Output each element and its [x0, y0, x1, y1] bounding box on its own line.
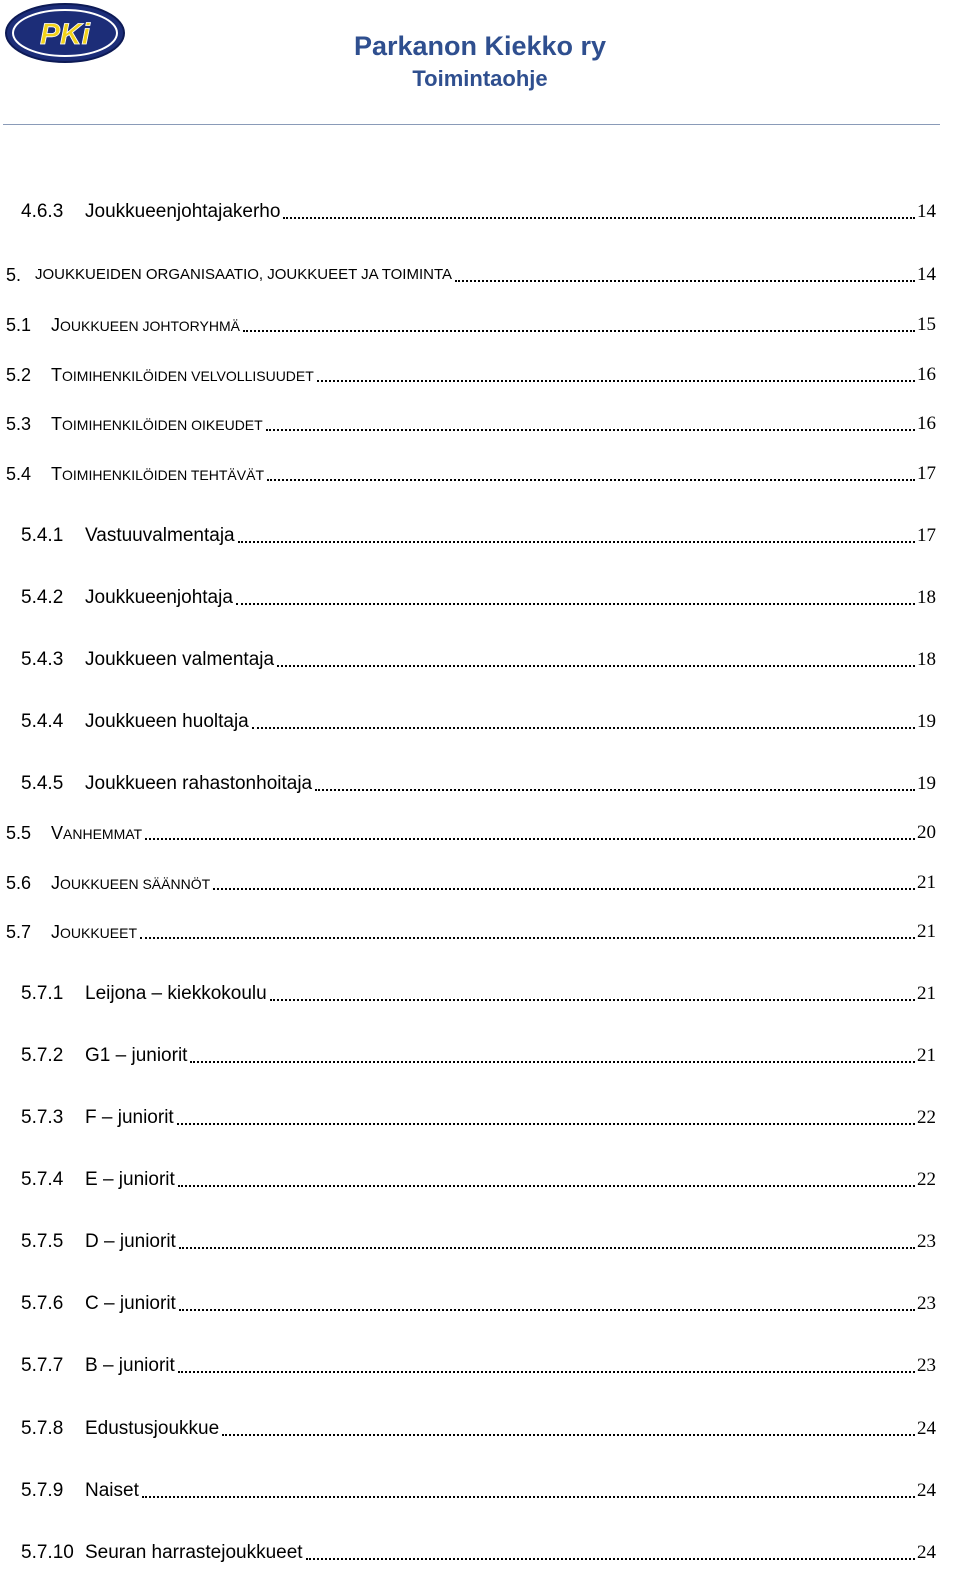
toc-entry-page-number: 16	[917, 413, 936, 434]
toc-entry[interactable]	[0, 1353, 960, 1379]
toc-entry-title: G1 – juniorit	[85, 1045, 188, 1066]
toc-entry[interactable]	[0, 1043, 960, 1069]
toc-dot-leader	[306, 1558, 915, 1560]
toc-dot-leader	[178, 1371, 915, 1373]
toc-entry-number: 5.7.8	[21, 1418, 64, 1439]
toc-entry-title-initial: V	[51, 823, 64, 843]
toc-entry-title-initial: T	[51, 414, 62, 434]
toc-entry-number: 5.7.7	[21, 1355, 64, 1376]
toc-entry-title: B – juniorit	[85, 1355, 175, 1376]
toc-entry[interactable]	[0, 362, 960, 388]
toc-entry-page-number: 18	[917, 649, 936, 670]
toc-entry[interactable]	[0, 870, 960, 896]
toc-entry-title	[51, 820, 142, 847]
toc-entry[interactable]	[0, 262, 960, 288]
toc-entry[interactable]	[0, 981, 960, 1007]
toc-dot-leader	[315, 789, 915, 791]
toc-entry-number: 5.4.4	[21, 711, 64, 732]
toc-entry-number: 5.	[6, 265, 22, 285]
toc-entry-number: 5.7	[6, 922, 32, 942]
toc-dot-leader	[455, 280, 915, 282]
toc-dot-leader	[145, 838, 915, 840]
toc-entry-number: 4.6.3	[21, 201, 64, 222]
toc-entry-title	[51, 362, 314, 389]
toc-entry-title: E – juniorit	[85, 1169, 175, 1190]
toc-entry[interactable]	[0, 411, 960, 437]
toc-entry-number: 5.7.2	[21, 1045, 64, 1066]
toc-entry-title-initial: T	[51, 365, 62, 385]
toc-dot-leader	[190, 1061, 915, 1063]
toc-dot-leader	[283, 217, 915, 219]
toc-entry-page-number: 23	[917, 1231, 936, 1252]
toc-dot-leader	[267, 479, 915, 481]
toc-entry[interactable]	[0, 1167, 960, 1193]
toc-entry[interactable]	[0, 1105, 960, 1131]
toc-entry-title-initial: J	[51, 922, 60, 942]
page-subtitle: Toimintaohje	[412, 66, 548, 91]
toc-entry-page-number: 19	[917, 773, 936, 794]
toc-entry-number: 5.6	[6, 873, 32, 893]
toc-entry-title	[51, 312, 240, 339]
logo-lettering: PKi	[39, 18, 91, 51]
toc-entry[interactable]	[0, 1540, 960, 1566]
toc-entry-title: F – juniorit	[85, 1107, 174, 1128]
toc-entry-number: 5.5	[6, 823, 32, 843]
toc-dot-leader	[222, 1434, 915, 1436]
toc-entry-number: 5.4	[6, 464, 32, 484]
toc-entry-number: 5.2	[6, 365, 32, 385]
toc-entry-title: C – juniorit	[85, 1293, 176, 1314]
toc-entry-title: Joukkueenjohtajakerho	[85, 201, 281, 222]
toc-entry-number: 5.3	[6, 414, 32, 434]
toc-entry[interactable]	[0, 820, 960, 846]
toc-entry[interactable]	[0, 771, 960, 797]
toc-entry-number: 5.1	[6, 315, 32, 335]
toc-entry-page-number: 21	[917, 1045, 936, 1066]
toc-dot-leader	[178, 1185, 915, 1187]
toc-entry[interactable]	[0, 1291, 960, 1317]
toc-entry[interactable]	[0, 312, 960, 338]
toc-entry-title: Joukkueenjohtaja	[85, 587, 233, 608]
toc-entry-title-rest: OUKKUEET	[60, 925, 138, 941]
toc-dot-leader	[177, 1123, 915, 1125]
toc-entry-page-number: 21	[917, 921, 936, 942]
toc-entry-page-number: 22	[917, 1107, 936, 1128]
toc-dot-leader	[243, 330, 915, 332]
toc-entry-title: Seuran harrastejoukkueet	[85, 1542, 303, 1563]
toc-entry-title-rest: OUKKUEEN JOHTORYHMÄ	[60, 318, 240, 334]
toc-dot-leader	[140, 937, 915, 939]
toc-entry-title-rest: OUKKUEEN SÄÄNNÖT	[60, 876, 211, 892]
toc-entry[interactable]	[0, 1478, 960, 1504]
toc-entry[interactable]	[0, 1229, 960, 1255]
toc-entry[interactable]	[0, 585, 960, 611]
toc-entry-page-number: 24	[917, 1542, 936, 1563]
toc-entry-page-number: 14	[917, 201, 936, 222]
page-title: Parkanon Kiekko ry	[353, 31, 607, 61]
toc-entry-title-rest: OIMIHENKILÖIDEN OIKEUDET	[62, 417, 263, 433]
toc-entry-number: 5.7.3	[21, 1107, 64, 1128]
toc-entry-title	[51, 411, 263, 438]
toc-entry-title-rest: OIMIHENKILÖIDEN VELVOLLISUUDET	[62, 368, 314, 384]
toc-entry-page-number: 14	[917, 264, 936, 285]
toc-entry-page-number: 24	[917, 1480, 936, 1501]
toc-entry-page-number: 20	[917, 822, 936, 843]
toc-entry-title: Joukkueen rahastonhoitaja	[85, 773, 313, 794]
toc-entry-page-number: 21	[917, 983, 936, 1004]
toc-entry-page-number: 24	[917, 1418, 936, 1439]
toc-entry-number: 5.4.5	[21, 773, 64, 794]
toc-dot-leader	[266, 429, 915, 431]
toc-dot-leader	[252, 727, 915, 729]
toc-entry-title-rest: ANHEMMAT	[63, 826, 143, 842]
toc-dot-leader	[277, 665, 915, 667]
page-header	[0, 0, 960, 128]
toc-entry-title	[51, 919, 137, 946]
toc-entry-page-number: 19	[917, 711, 936, 732]
toc-dot-leader	[238, 541, 915, 543]
toc-entry-title: Joukkueen valmentaja	[85, 649, 275, 670]
toc-entry-page-number: 21	[917, 872, 936, 893]
toc-entry-title-initial: J	[51, 315, 60, 335]
toc-entry-title: Joukkueen huoltaja	[85, 711, 249, 732]
toc-entry-number: 5.7.1	[21, 983, 64, 1004]
toc-entry-page-number: 23	[917, 1293, 936, 1314]
toc-entry-number: 5.4.1	[21, 525, 64, 546]
toc-entry-number: 5.4.2	[21, 587, 64, 608]
toc-dot-leader	[317, 380, 915, 382]
toc-entry-number: 5.7.10	[21, 1542, 74, 1563]
toc-entry-title: Edustusjoukkue	[85, 1418, 220, 1439]
toc-entry-number: 5.7.9	[21, 1480, 64, 1501]
toc-entry[interactable]	[0, 199, 960, 225]
toc-entry-title	[51, 870, 210, 897]
toc-entry-page-number: 15	[917, 314, 936, 335]
toc-entry[interactable]	[0, 523, 960, 549]
toc-entry[interactable]	[0, 919, 960, 945]
toc-entry-title-initial: T	[51, 464, 62, 484]
header-divider	[3, 124, 940, 125]
toc-dot-leader	[142, 1496, 915, 1498]
toc-entry-title: D – juniorit	[85, 1231, 176, 1252]
toc-entry[interactable]	[0, 1416, 960, 1442]
toc-dot-leader	[270, 999, 915, 1001]
toc-entry-title: Leijona – kiekkokoulu	[85, 983, 267, 1004]
toc-entry-page-number: 22	[917, 1169, 936, 1190]
toc-dot-leader	[236, 603, 915, 605]
toc-entry-page-number: 23	[917, 1355, 936, 1376]
toc-entry-title: Vastuuvalmentaja	[85, 525, 235, 546]
toc-entry-page-number: 16	[917, 364, 936, 385]
toc-entry-page-number: 17	[917, 525, 936, 546]
toc-entry-number: 5.7.5	[21, 1231, 64, 1252]
toc-entry[interactable]	[0, 461, 960, 487]
toc-dot-leader	[179, 1309, 915, 1311]
toc-entry-title: Naiset	[85, 1480, 139, 1501]
toc-entry-number: 5.7.6	[21, 1293, 64, 1314]
toc-dot-leader	[179, 1247, 915, 1249]
toc-entry[interactable]	[0, 709, 960, 735]
toc-entry-page-number: 17	[917, 463, 936, 484]
toc-entry[interactable]	[0, 647, 960, 673]
toc-entry-page-number: 18	[917, 587, 936, 608]
toc-entry-title-rest: OIMIHENKILÖIDEN TEHTÄVÄT	[62, 467, 264, 483]
toc-entry-number: 5.7.4	[21, 1169, 64, 1190]
toc-entry-title	[51, 461, 264, 488]
toc-entry-title: JOUKKUEIDEN ORGANISAATIO, JOUKKUEET JA TOIMINTA	[35, 266, 453, 283]
toc-entry-title-initial: J	[51, 873, 60, 893]
toc-dot-leader	[213, 888, 915, 890]
toc-entry-number: 5.4.3	[21, 649, 64, 670]
